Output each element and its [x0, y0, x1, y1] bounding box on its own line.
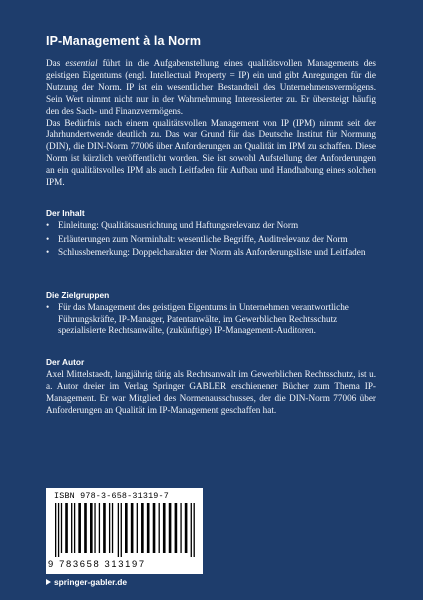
barcode-bar: [118, 503, 119, 557]
barcode-bar: [55, 503, 56, 557]
list-item: • Schlussbemerkung: Doppelcharakter der Norm als Anforderungsliste und Leitfaden: [46, 247, 366, 258]
barcode-bar: [159, 503, 160, 553]
zielgruppen-list: [46, 302, 376, 339]
barcode-bar: [191, 503, 192, 557]
barcode-bar: [153, 503, 156, 553]
barcode-bar: [194, 503, 195, 557]
barcode-bar: [169, 503, 172, 553]
bullet-icon: •: [46, 220, 50, 230]
barcode-bar: [131, 503, 134, 553]
barcode-bar: [71, 503, 72, 553]
intro-text: [46, 58, 376, 189]
list-item: • Für das Management des geistigen Eigentums in Unternehmen verantwortliche Führungskräfte, IP-Manager, Patentanwälte, im Gewerblichen Rechtsschutz spezialisierte Rechtsanwälte, (zukünftige) IP-Management-Auditoren.: [46, 302, 349, 336]
isbn-number: ISBN 978-3-658-31319-7: [54, 491, 169, 501]
autor-text: Axel Mittelstaedt, langjährig tätig als Rechtsanwalt im Gewerblichen Rechtsschutz, ist u. a. Autor dreier im Verlag Springer GABLER erschienener Bücher zum Thema IP-Management. Er war Mitglied des Normenausschusses, der die DIN-Norm 77006 über Anforderungen an Qualität im IP-Management geschaffen hat.: [46, 369, 376, 415]
barcode-bar: [65, 503, 68, 553]
barcode-bar: [94, 503, 95, 553]
barcode-label: [46, 488, 203, 574]
zielgruppen-heading: Die Zielgruppen: [46, 290, 110, 300]
intro-paragraph-2: Das Bedürfnis nach einem qualitätsvollen Management von IP (IPM) nimmt seit der Jahrhundertwende deutlich zu. Das war Grund für das Deutsche Institut für Normung (DIN), die DIN-Norm 77006 über Anforderungen an Qualität im IPM zu schaffen. Diese Norm ist kürzlich veröffentlicht worden. Sie ist sowohl Aufstellung der Anforderungen an ein qualitätsvolles IPM als auch Leitfaden für Aufbau und Handhabung eines solchen IPM.: [46, 117, 376, 188]
inhalt-heading: Der Inhalt: [46, 208, 85, 218]
inhalt-list: [46, 220, 376, 261]
barcode-bar: [175, 503, 178, 553]
bullet-icon: •: [46, 233, 50, 244]
list-item: • Erläuterungen zum Norminhalt: wesentliche Begriffe, Auditrelevanz der Norm: [46, 233, 348, 244]
barcode-image: [55, 503, 195, 557]
barcode-bar: [90, 503, 93, 553]
barcode-bar: [109, 503, 110, 553]
barcode-bar: [103, 503, 106, 553]
barcode-bar: [125, 503, 128, 553]
barcode-bar: [147, 503, 150, 553]
barcode-bar: [74, 503, 75, 553]
barcode-bar: [137, 503, 138, 553]
barcode-bar: [185, 503, 188, 553]
barcode-bar: [99, 503, 100, 553]
essential-emphasis: essential: [65, 58, 98, 68]
barcode-bar: [58, 503, 59, 557]
intro-paragraph-1: Das essential führt in die Aufgabenstellung eines qualitätsvollen Managements des geistigen Eigentums (engl. Intellectual Property = IP) ein und gibt Anregungen für die Nutzung der Norm. IP ist ein wesentlicher Bestandteil des Unternehmensvermögens. Sein Wert nimmt nicht nur in der Wahrnehmung Interessierter zu. Er übersteigt häufig den des Sach- und Finanzvermögens.: [46, 58, 376, 116]
list-item: • Einleitung: Qualitätsausrichtung und Haftungsrelevanz der Norm: [46, 220, 299, 230]
barcode-digits: 9 783658 313197: [48, 558, 146, 569]
barcode-bar: [112, 503, 113, 553]
bullet-icon: •: [46, 302, 50, 312]
barcode-bar: [84, 503, 87, 553]
bullet-icon: •: [46, 247, 50, 258]
barcode-bar: [141, 503, 144, 553]
arrow-right-icon: [46, 579, 51, 585]
barcode-bar: [121, 503, 122, 557]
website-label: springer-gabler.de: [54, 577, 128, 587]
barcode-bar: [180, 503, 181, 553]
barcode-bar: [78, 503, 81, 553]
autor-heading: Der Autor: [46, 357, 85, 367]
barcode-bar: [163, 503, 166, 553]
barcode-bar: [61, 503, 62, 553]
publisher-website: [46, 577, 127, 587]
book-title: IP-Management à la Norm: [46, 34, 202, 48]
